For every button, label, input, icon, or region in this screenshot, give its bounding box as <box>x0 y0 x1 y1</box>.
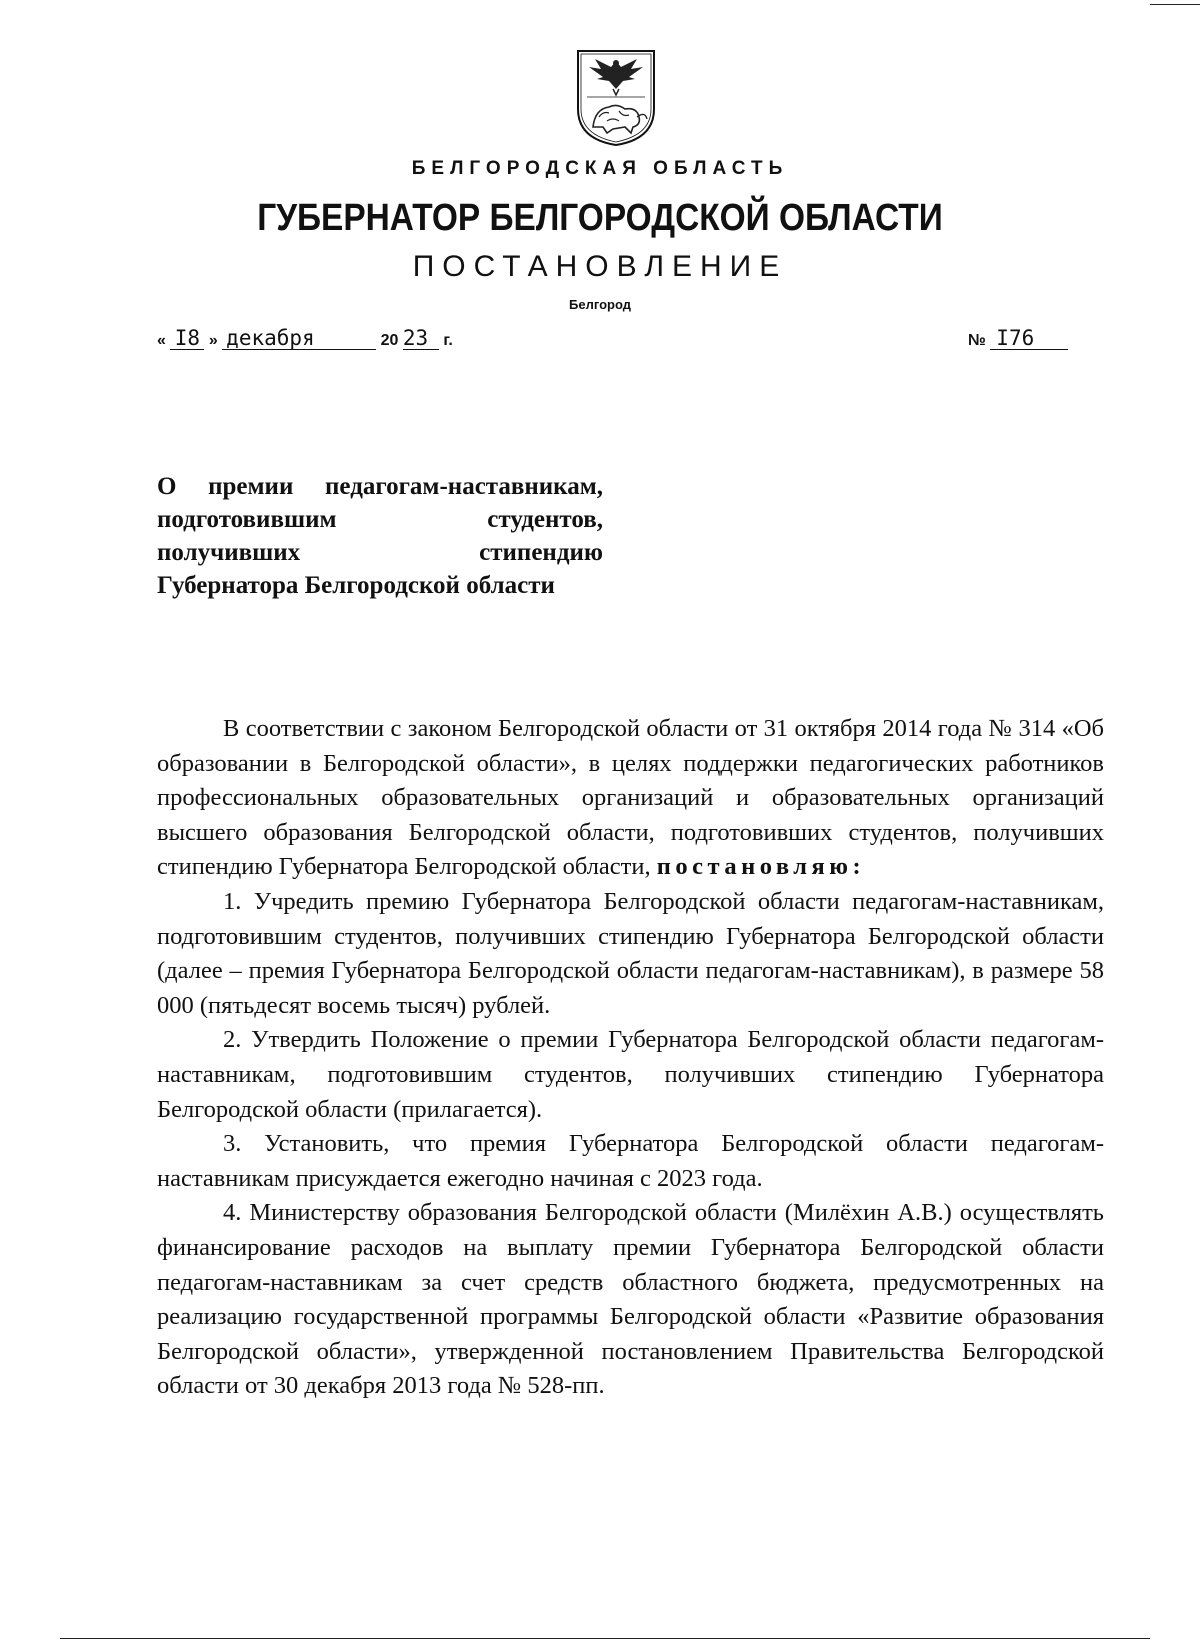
clause-1: 1. Учредить премию Губернатора Белгородской области педагогам-наставникам, подготовившим студентов, получивших стипендию Губернатора Белгородской области (далее – премия Губернатора Белгородской области педагогам-наставникам), в размере 58 000 (пятьдесят восемь тысяч) рублей. <box>157 887 1104 1019</box>
number-label: № <box>968 332 986 349</box>
date-close-quote: » <box>208 332 218 349</box>
date-year: 23 <box>403 327 439 350</box>
number-value: I76 <box>990 327 1068 350</box>
document-number <box>968 327 1068 350</box>
date-suffix: г. <box>443 332 453 349</box>
clause-2: 2. Утвердить Положение о премии Губернатора Белгородской области педагогам-наставникам, подготовившим студентов, получивших стипендию Губернатора Белгородской области (прилагается). <box>157 1026 1104 1123</box>
document-body <box>157 712 1104 1404</box>
subject-line: О премии педагогам-наставникам, <box>157 473 603 500</box>
subject-line: получивших стипендию <box>157 539 603 566</box>
date-month: декабря <box>222 327 376 350</box>
subject-line: подготовившим студентов, <box>157 506 603 533</box>
date-day: I8 <box>170 327 204 350</box>
city-name: Белгород <box>569 297 631 312</box>
date-open-quote: « <box>157 332 166 349</box>
clause-4: 4. Министерству образования Белгородской области (Милёхин А.В.) осуществлять финансирование расходов на выплату премии Губернатора Белгородской области педагогам-наставникам за счет средств областного бюджета, предусмотренных на реализацию государственной программы Белгородской области «Развитие образования Белгородской области», утвержденной постановлением Правительства Белгородской области от 30 декабря 2013 года № 528-пп. <box>157 1199 1104 1400</box>
authority-title: ГУБЕРНАТОР БЕЛГОРОДСКОЙ ОБЛАСТИ <box>257 197 943 239</box>
region-name: БЕЛГОРОДСКАЯ ОБЛАСТЬ <box>411 158 789 179</box>
clause-3: 3. Установить, что премия Губернатора Белгородской области педагогам-наставникам присуждается ежегодно начиная с 2023 года. <box>157 1130 1104 1192</box>
subject-line: Губернатора Белгородской области <box>157 572 555 599</box>
scan-bottom-line <box>60 1638 1150 1639</box>
document-type: ПОСТАНОВЛЕНИЕ <box>412 250 788 283</box>
preamble-paragraph <box>157 712 1104 885</box>
decree-word: постановляю: <box>656 853 866 881</box>
scan-edge-line <box>1150 4 1200 5</box>
coat-of-arms-icon <box>573 47 659 147</box>
date-century: 20 <box>380 332 399 349</box>
document-date <box>157 327 453 350</box>
document-subject <box>157 470 603 602</box>
preamble-text: В соответствии с законом Белгородской области от 31 октября 2014 года № 314 «Об образовании в Белгородской области», в целях поддержки педагогических работников профессиональных образовательных организаций и образовательных организаций высшего образования Белгородской области, подготовивших студентов, получивших стипендию Губернатора Белгородской области, <box>157 715 1104 881</box>
